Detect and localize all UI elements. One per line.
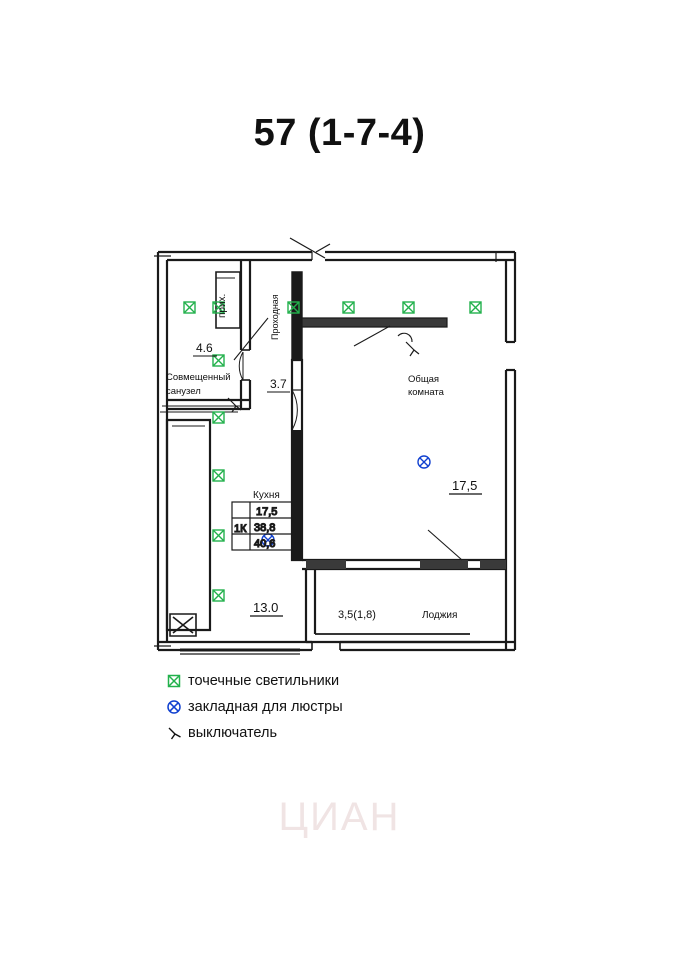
legend-label-switch: выключатель [188,725,278,741]
room-area-living: 17,5 [452,478,478,493]
room-labels [166,294,482,621]
chandelier-mount-symbols [262,456,430,546]
room-label-bathroom-line1: Совмещенный [166,372,231,383]
room-area-hallway: 3.7 [270,377,287,391]
room-label-kitchen: Кухня [253,490,280,501]
stamp-living-area: 17,5 [256,506,278,518]
room-label-passage: Проходная [270,294,280,340]
legend-label-chandelier: закладная для люстры [188,699,343,715]
room-label-hallway: прих. [217,293,228,318]
plan-walls [154,238,515,654]
page-title: 57 (1-7-4) [253,112,426,154]
point-light-icon [160,673,188,689]
chandelier-mount-icon [160,699,188,715]
switch-icon [160,724,188,742]
room-label-loggia: Лоджия [422,610,458,621]
room-area-bathroom: 4.6 [196,341,213,355]
legend [160,668,520,746]
room-label-living-line2: комната [408,387,444,398]
legend-item-point-lights [160,668,520,694]
stamp-total-area: 40,6 [254,538,276,550]
legend-item-switch [160,720,520,746]
legend-item-chandelier [160,694,520,720]
floor-plan-drawing [140,230,550,680]
room-label-bathroom-line2: санузел [166,386,201,397]
room-area-loggia: 3,5(1,8) [338,609,376,621]
legend-label-point-lights: точечные светильники [188,673,340,689]
room-label-living-line1: Общая [408,374,440,385]
watermark: ЦИАН [278,795,401,839]
switch-symbols [228,333,419,412]
room-area-kitchen: 13.0 [253,600,279,615]
stamp-area-without-loggia: 38,8 [254,522,276,534]
point-light-symbols [184,302,481,601]
stamp-type: 1К [234,523,247,535]
area-stamp [232,502,296,550]
